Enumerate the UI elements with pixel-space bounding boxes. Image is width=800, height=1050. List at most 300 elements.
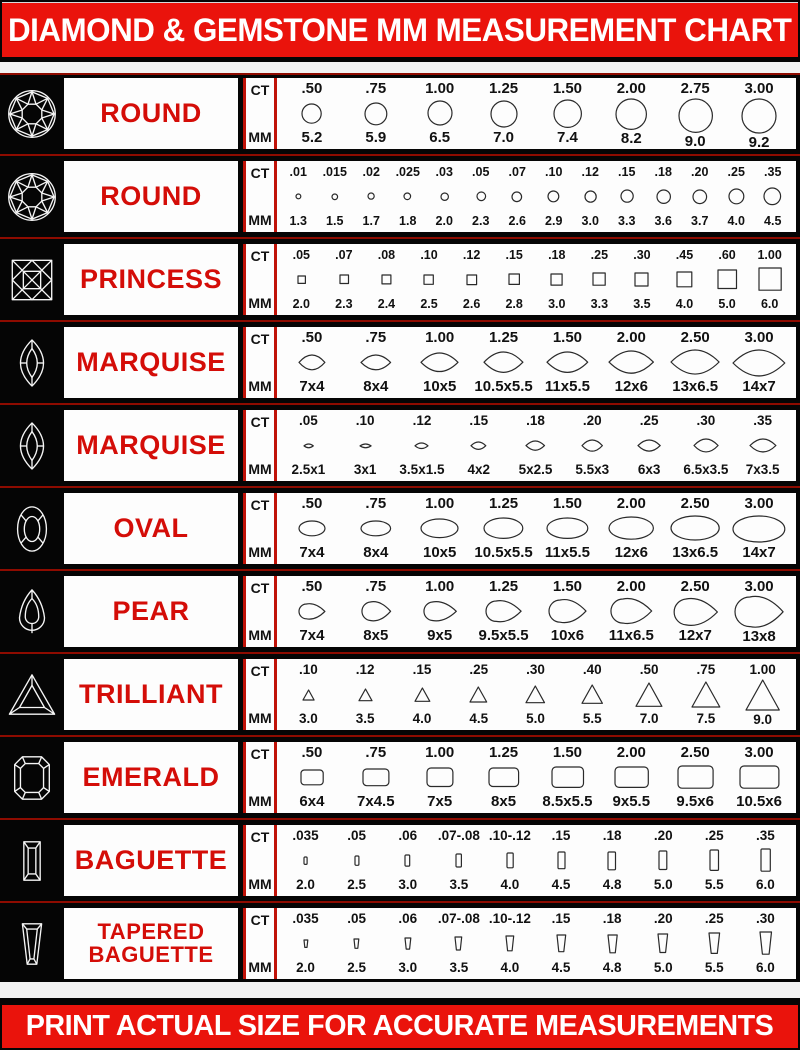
mm-value: 4.0	[412, 711, 432, 726]
mm-value: 13x6.5	[672, 544, 719, 561]
shape-name: PRINCESS	[64, 244, 238, 315]
shape-name: MARQUISE	[64, 327, 238, 398]
mm-value: 14x7	[742, 544, 776, 561]
size-column	[280, 662, 337, 727]
ct-value: .08	[377, 248, 396, 262]
mm-value: 2.0	[296, 960, 315, 975]
pear-glyph	[297, 595, 327, 628]
size-column	[499, 164, 536, 229]
ct-label: CT	[250, 497, 270, 513]
round-glyph	[583, 180, 598, 213]
mm-value: 13x6.5	[672, 378, 719, 395]
size-column	[536, 745, 600, 810]
mm-value: 7.0	[493, 129, 514, 146]
size-column	[663, 579, 727, 644]
size-column	[706, 247, 749, 312]
size-column	[408, 579, 472, 644]
mm-label: MM	[248, 295, 272, 311]
princess-glyph	[757, 263, 783, 296]
ct-value: .10	[299, 662, 318, 677]
mm-label: MM	[248, 793, 272, 809]
mm-value: 2.5x1	[291, 462, 326, 477]
emerald-glyph	[550, 761, 586, 794]
ct-value: .035	[292, 828, 319, 843]
mm-value: 5.5	[704, 877, 724, 892]
size-columns	[277, 825, 796, 896]
mm-value: 2.6	[508, 214, 526, 228]
mm-value: 4x2	[467, 462, 490, 477]
size-column	[564, 413, 621, 478]
shape-name: EMERALD	[64, 742, 238, 813]
mm-value: 11x5.5	[544, 544, 590, 561]
mm-value: 8.5x5.5	[542, 793, 593, 810]
size-column	[344, 496, 408, 561]
size-column	[663, 496, 727, 561]
mm-value: 9.0	[684, 133, 706, 151]
ct-value: .15	[412, 662, 432, 677]
trilliant-glyph	[690, 678, 722, 711]
mm-value: 5.0	[653, 960, 673, 975]
round-glyph	[677, 97, 714, 134]
round-glyph	[489, 97, 519, 130]
mm-value: 4.0	[727, 214, 745, 228]
round-glyph	[740, 97, 778, 135]
size-column	[463, 164, 500, 229]
mm-value: 3.3	[618, 214, 636, 228]
princess-glyph	[380, 263, 393, 296]
ct-value: .07	[508, 165, 526, 179]
ct-label: CT	[250, 580, 270, 596]
mm-value: 7x4	[299, 544, 325, 561]
size-column	[317, 164, 354, 229]
round-glyph	[366, 180, 376, 213]
row-divider	[0, 650, 800, 656]
ct-value: 2.00	[616, 578, 646, 595]
round-glyph	[727, 180, 746, 213]
size-columns	[277, 659, 796, 730]
marquise-glyph	[419, 346, 460, 379]
baguette-glyph	[606, 844, 618, 877]
princess-glyph	[716, 263, 739, 296]
size-column	[472, 81, 536, 146]
size-column	[599, 496, 663, 561]
mm-value: 8.2	[620, 130, 642, 148]
ct-value: .25	[469, 662, 489, 677]
ct-value: .05	[347, 828, 367, 843]
baguette-glyph	[302, 844, 309, 877]
measurement-table	[0, 75, 800, 982]
size-column	[472, 496, 536, 561]
mm-value: 6.5x3.5	[683, 462, 729, 477]
tapered-glyph	[453, 927, 464, 960]
round-glyph	[475, 180, 488, 213]
ct-value: .45	[675, 248, 694, 262]
ct-value: 2.00	[616, 495, 646, 512]
ct-value: 1.50	[552, 80, 583, 97]
mm-value: 5.5x3	[575, 462, 610, 477]
tapered-glyph	[707, 927, 722, 960]
ct-label: CT	[250, 165, 270, 181]
ct-value: .12	[462, 248, 481, 262]
ct-value: .05	[292, 248, 310, 262]
ct-value: 2.50	[680, 578, 710, 595]
princess-glyph	[296, 263, 307, 296]
ct-value: .20	[582, 413, 602, 428]
mm-value: 4.5	[551, 960, 571, 975]
mm-value: 7x3.5	[745, 462, 780, 477]
mm-value: 6.0	[760, 297, 779, 311]
mm-value: 12x6	[614, 378, 648, 395]
size-column	[734, 413, 791, 478]
ct-value: .10	[420, 248, 438, 262]
size-column	[677, 413, 734, 478]
size-column	[638, 828, 689, 893]
ct-value: .35	[756, 828, 775, 843]
size-column	[755, 164, 792, 229]
size-column	[280, 330, 344, 395]
mm-value: 3.3	[590, 297, 609, 311]
size-column	[331, 911, 382, 976]
size-columns	[277, 78, 796, 149]
emerald-glyph	[299, 761, 325, 794]
shape-name: TRILLIANT	[64, 659, 238, 730]
pear-glyph	[484, 595, 523, 628]
trilliant-glyph	[744, 678, 781, 712]
ct-value: 3.00	[744, 80, 774, 97]
size-columns	[277, 742, 796, 813]
size-columns	[277, 244, 796, 315]
emerald-glyph	[361, 761, 391, 794]
marquise-glyph	[302, 429, 315, 462]
mm-value: 4.5	[469, 711, 489, 726]
mm-label: MM	[248, 544, 272, 560]
top-white-strip	[0, 62, 800, 73]
shape-name: OVAL	[64, 493, 238, 564]
footer-divider	[0, 998, 800, 1005]
size-column	[718, 164, 755, 229]
marquise-glyph	[413, 429, 430, 462]
size-column	[564, 662, 621, 727]
mm-value: 6.0	[756, 960, 775, 975]
baguette-glyph	[556, 844, 567, 877]
size-column	[621, 247, 664, 312]
mm-value: 3.7	[691, 214, 709, 228]
size-column	[536, 81, 600, 146]
size-column	[450, 413, 507, 478]
ct-value: .25	[704, 828, 724, 843]
size-column	[493, 247, 536, 312]
ct-value: .75	[365, 80, 387, 97]
unit-labels	[243, 825, 277, 896]
size-columns	[277, 161, 796, 232]
size-column	[727, 579, 791, 644]
size-column	[382, 828, 433, 893]
ct-value: 1.25	[488, 578, 519, 595]
size-column	[663, 330, 727, 395]
size-column	[599, 579, 663, 644]
size-column	[280, 745, 344, 810]
pear-glyph	[547, 595, 588, 628]
ct-label: CT	[250, 829, 270, 845]
mm-value: 7.4	[557, 129, 578, 146]
ct-value: .75	[365, 744, 387, 761]
tapered-glyph	[555, 927, 568, 960]
ct-value: 1.50	[552, 495, 583, 512]
pear-icon	[0, 576, 64, 647]
ct-value: 1.25	[488, 80, 519, 97]
ct-value: .03	[435, 165, 453, 179]
table-row	[0, 656, 800, 733]
size-column	[344, 579, 408, 644]
ct-value: .10-.12	[488, 828, 531, 843]
size-column	[426, 164, 463, 229]
mm-value: 5x2.5	[518, 462, 553, 477]
mm-value: 14x7	[742, 378, 776, 395]
row-divider	[0, 235, 800, 241]
size-column	[677, 662, 734, 727]
princess-glyph	[338, 263, 351, 296]
ct-value: .18	[526, 413, 545, 428]
mm-value: 3.0	[548, 297, 566, 311]
size-column	[535, 911, 586, 976]
unit-labels	[243, 78, 277, 149]
ct-value: .25	[727, 165, 745, 179]
mm-value: 3.5	[449, 960, 469, 975]
round-brilliant-icon	[0, 161, 64, 232]
ct-value: .50	[301, 744, 323, 761]
table-row	[0, 241, 800, 318]
ct-value: .18	[602, 911, 622, 926]
ct-label: CT	[250, 663, 270, 679]
baguette-icon	[0, 825, 64, 896]
size-columns	[277, 576, 796, 647]
princess-glyph	[549, 263, 564, 296]
trilliant-glyph	[301, 678, 316, 711]
ct-value: 1.25	[488, 495, 519, 512]
table-row	[0, 158, 800, 235]
size-column	[450, 247, 493, 312]
size-column	[472, 330, 536, 395]
round-glyph	[294, 180, 303, 213]
row-divider	[0, 899, 800, 905]
size-columns	[277, 327, 796, 398]
unit-labels	[243, 327, 277, 398]
size-column	[280, 81, 344, 146]
ct-value: 2.50	[680, 495, 710, 512]
size-column	[408, 330, 472, 395]
ct-value: 1.00	[425, 578, 455, 595]
size-column	[599, 745, 663, 810]
mm-value: 5.0	[653, 877, 673, 892]
baguette-glyph	[759, 844, 772, 877]
round-brilliant-icon	[0, 78, 64, 149]
shape-name: PEAR	[64, 576, 238, 647]
table-row	[0, 739, 800, 816]
emerald-glyph	[425, 761, 455, 794]
mm-value: 8x5	[491, 793, 517, 810]
size-column	[344, 330, 408, 395]
size-column	[572, 164, 609, 229]
baguette-glyph	[505, 844, 515, 877]
ct-value: .10	[355, 413, 375, 428]
size-column	[408, 247, 451, 312]
mm-value: 5.2	[301, 129, 323, 146]
ct-value: .50	[639, 662, 659, 677]
ct-value: .05	[347, 911, 367, 926]
ct-value: 1.00	[749, 662, 776, 677]
mm-value: 10x5	[423, 378, 457, 395]
size-column	[682, 164, 719, 229]
size-column	[408, 496, 472, 561]
size-column	[433, 911, 484, 976]
size-column	[587, 911, 638, 976]
round-glyph	[614, 97, 648, 131]
ct-value: .06	[398, 911, 418, 926]
emerald-glyph	[613, 761, 650, 794]
ct-value: .15	[505, 248, 523, 262]
ct-value: 1.00	[425, 495, 455, 512]
mm-value: 9.5x5.5	[478, 627, 529, 644]
mm-value: 2.3	[472, 214, 490, 228]
ct-value: 1.25	[488, 744, 519, 761]
mm-value: 8x4	[363, 378, 389, 395]
ct-value: 2.00	[616, 329, 646, 346]
ct-value: .07-.08	[437, 828, 480, 843]
marquise-glyph	[524, 429, 547, 462]
size-column	[408, 81, 472, 146]
ct-value: .35	[764, 165, 782, 179]
marquise-glyph	[358, 429, 373, 462]
size-column	[727, 496, 791, 561]
oval-glyph	[297, 512, 327, 545]
size-column	[450, 662, 507, 727]
ct-value: 1.50	[552, 329, 583, 346]
mm-label: MM	[248, 876, 272, 892]
ct-value: .05	[472, 165, 490, 179]
ct-value: .02	[362, 165, 380, 179]
mm-value: 2.0	[435, 214, 453, 228]
size-column	[578, 247, 621, 312]
princess-icon	[0, 244, 64, 315]
mm-label: MM	[248, 129, 272, 145]
ct-value: 1.25	[488, 329, 519, 346]
ct-value: .25	[704, 911, 724, 926]
ct-value: .75	[365, 329, 387, 346]
mm-value: 5.0	[526, 711, 545, 726]
row-divider	[0, 567, 800, 573]
baguette-glyph	[454, 844, 463, 877]
mm-value: 1.8	[399, 214, 417, 228]
trilliant-glyph	[357, 678, 374, 711]
size-column	[535, 828, 586, 893]
ct-label: CT	[250, 912, 270, 928]
mm-value: 2.8	[505, 297, 523, 311]
round-glyph	[552, 97, 583, 130]
mm-label: MM	[248, 710, 272, 726]
size-column	[599, 81, 663, 146]
table-row	[0, 573, 800, 650]
unit-labels	[243, 576, 277, 647]
page-title: DIAMOND & GEMSTONE MM MEASUREMENT CHART	[8, 11, 792, 48]
size-column	[536, 164, 573, 229]
mm-value: 4.5	[551, 877, 571, 892]
size-column	[337, 413, 394, 478]
mm-value: 8x4	[363, 544, 389, 561]
princess-glyph	[507, 263, 521, 296]
table-row	[0, 407, 800, 484]
round-glyph	[439, 180, 450, 213]
size-column	[727, 330, 791, 395]
mm-value: 4.0	[675, 297, 694, 311]
mm-value: 12x6	[614, 544, 648, 561]
size-column	[408, 745, 472, 810]
ct-value: .15	[469, 413, 489, 428]
ct-value: .18	[654, 165, 672, 179]
mm-value: 3.5	[355, 711, 375, 726]
oval-glyph	[669, 512, 721, 545]
mm-value: 11x5.5	[544, 378, 590, 395]
header-bar	[2, 2, 798, 57]
size-column	[280, 828, 331, 893]
mm-value: 8x5	[363, 627, 389, 644]
size-column	[663, 80, 727, 151]
mm-value: 5.9	[365, 129, 387, 146]
mm-label: MM	[248, 212, 272, 228]
ct-value: .75	[365, 495, 387, 512]
row-divider	[0, 733, 800, 739]
mm-value: 5.5	[582, 711, 602, 726]
ct-value: .50	[301, 80, 323, 97]
ct-value: 2.50	[680, 329, 710, 346]
ct-value: .025	[395, 165, 420, 179]
size-column	[689, 911, 740, 976]
ct-value: .07	[335, 248, 353, 262]
round-glyph	[655, 180, 672, 213]
round-glyph	[330, 180, 340, 213]
size-column	[689, 828, 740, 893]
mm-value: 4.0	[500, 960, 520, 975]
oval-glyph	[359, 512, 393, 545]
tapered-glyph	[606, 927, 619, 960]
row-divider	[0, 484, 800, 490]
round-glyph	[426, 97, 454, 130]
emerald-glyph	[676, 761, 715, 794]
marquise-glyph	[469, 429, 488, 462]
ct-value: .12	[412, 413, 432, 428]
size-column	[536, 496, 600, 561]
ct-value: .18	[602, 828, 622, 843]
trilliant-glyph	[580, 678, 604, 711]
shape-name: ROUND	[64, 161, 238, 232]
mm-value: 9x5	[427, 627, 453, 644]
mm-label: MM	[248, 627, 272, 643]
ct-value: 1.50	[552, 744, 583, 761]
tapered-glyph	[656, 927, 670, 960]
mm-label: MM	[248, 959, 272, 975]
mm-value: 2.0	[292, 297, 310, 311]
round-glyph	[510, 180, 524, 213]
size-column	[507, 413, 564, 478]
size-column	[663, 745, 727, 810]
ct-value: .35	[753, 413, 773, 428]
emerald-icon	[0, 742, 64, 813]
marquise-glyph	[692, 429, 720, 462]
mm-value: 2.4	[377, 297, 396, 311]
ct-value: .07-.08	[437, 911, 480, 926]
marquise-glyph	[669, 346, 721, 379]
ct-value: .18	[548, 248, 566, 262]
baguette-glyph	[708, 844, 721, 877]
